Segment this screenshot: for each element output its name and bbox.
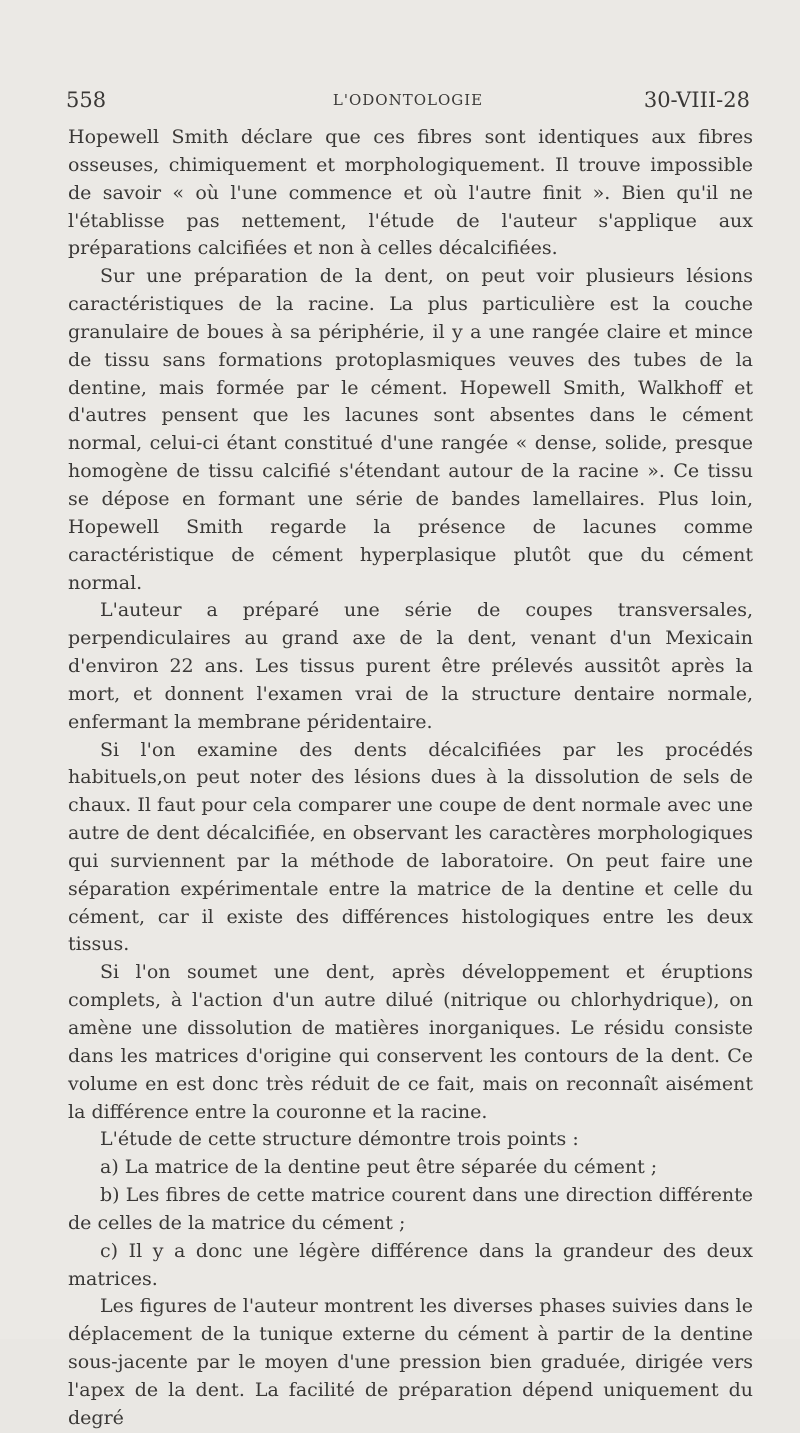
paragraph-4: Si l'on examine des dents décalcifiées par les procédés habituels,on peut noter des lésions dues à la dissolution de sels de chaux. Il faut pour cela comparer une coupe de dent normale avec une autre de dent décalcifiée, en observant les caractères morphologiques qui surviennent par la méthode de laboratoire. On peut faire une séparation expérimentale entre la matrice de la dentine et celle du cément, car il existe des différences histologiques entre les deux tissus. [68, 738, 753, 956]
paragraph-2: Sur une préparation de la dent, on peut voir plusieurs lésions caractéristiques de la racine. La plus particulière est la couche granulaire de boues à sa périphérie, il y a une rangée claire et mince de tissu sans formations protoplasmiques veuves des tubes de la dentine, mais formée par le cément. Hopewell Smith, Walkhoff et d'autres pensent que les lacunes sont absentes dans le cément normal, celui-ci étant constitué d'une rangée « dense, solide, presque homogène de tissu calcifié s'étendant autour de la racine ». Ce tissu se dépose en formant une série de bandes lamellaires. Plus loin, Hopewell Smith regarde la présence de lacunes comme caractéristique de cément hyperplasique plutôt que du cément normal. [68, 265, 753, 594]
page-header [66, 88, 750, 118]
page-number: 558 [66, 88, 107, 112]
paragraph-last: Les figures de l'auteur montrent les diverses phases suivies dans le déplacement de la tunique externe du cément à partir de la dentine sous-jacente par le moyen d'une pression bien graduée, dirigée vers l'apex de la dent. La facilité de préparation dépend uniquement du degré [68, 1295, 753, 1429]
paragraph-1: Hopewell Smith déclare que ces fibres sont identiques aux fibres osseuses, chimiquement et morphologiquement. Il trouve impossible de savoir « où l'une commence et où l'autre finit ». Bien qu'il ne l'établisse pas nettement, l'étude de l'auteur s'applique aux préparations calcifiées et non à celles décalcifiées. [68, 126, 753, 260]
paragraph-6: L'étude de cette structure démontre trois points : [100, 1128, 579, 1151]
list-item-c: c) Il y a donc une légère différence dans la grandeur des deux matrices. [68, 1239, 753, 1290]
list-item-b: b) Les fibres de cette matrice courent dans une direction différente de celles de la matrice du cément ; [68, 1184, 753, 1234]
list-item-a: a) La matrice de la dentine peut être séparée du cément ; [100, 1156, 658, 1179]
issue-date: 30-VIII-28 [643, 88, 750, 112]
body-text [68, 124, 753, 1433]
paragraph-3: L'auteur a préparé une série de coupes transversales, perpendiculaires au grand axe de la dent, venant d'un Mexicain d'environ 22 ans. Les tissus purent être prélevés aussitôt après la mort, et donnent l'examen vrai de la structure dentaire normale, enfermant la membrane péridentaire. [68, 599, 753, 733]
running-title: L'ODONTOLOGIE [332, 91, 484, 109]
paragraph-5: Si l'on soumet une dent, après développement et éruptions complets, à l'action d'un autre dilué (nitrique ou chlorhydrique), on amène une dissolution de matières inorganiques. Le résidu consiste dans les matrices d'origine qui conservent les contours de la dent. Ce volume en est donc très réduit de ce fait, mais on reconnaît aisément la différence entre la couronne et la racine. [68, 961, 753, 1123]
